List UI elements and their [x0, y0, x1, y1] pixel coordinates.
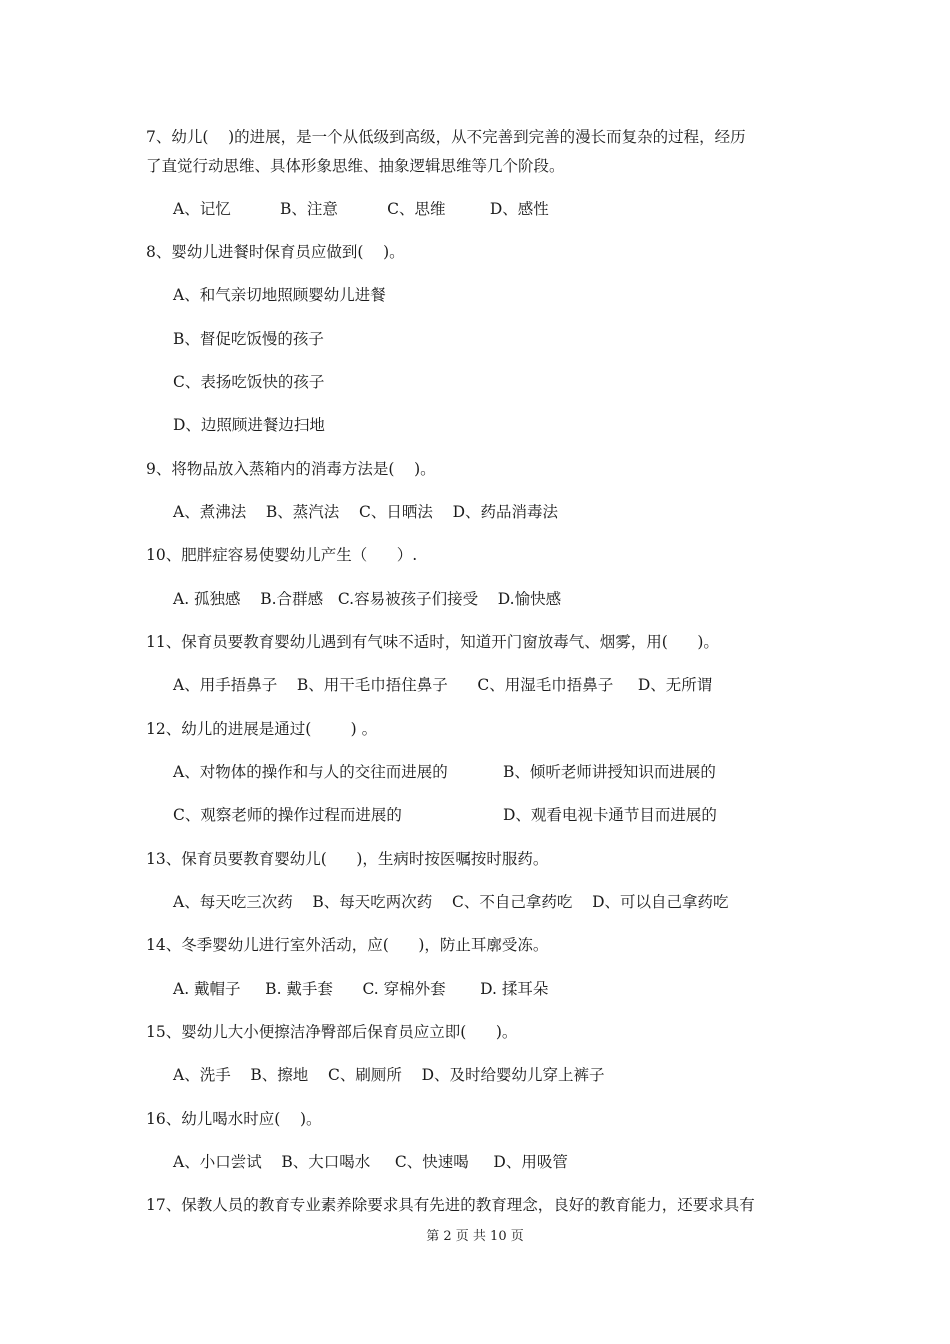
question-8-option-d: D、边照顾进餐边扫地 [173, 416, 325, 434]
question-10-options: A. 孤独感 B.合群感 C.容易被孩子们接受 D.愉快感 [173, 590, 562, 608]
question-13-options: A、每天吃三次药 B、每天吃两次药 C、不自己拿药吃 D、可以自己拿药吃 [173, 893, 729, 911]
question-17-stem-line1: 17、保教人员的教育专业素养除要求具有先进的教育理念，良好的教育能力，还要求具有 [146, 1196, 755, 1214]
question-8-stem: 8、婴幼儿进餐时保育员应做到( )。 [146, 243, 405, 261]
question-8-option-b: B、督促吃饭慢的孩子 [173, 330, 324, 348]
question-14-options: A. 戴帽子 B. 戴手套 C. 穿棉外套 D. 揉耳朵 [173, 980, 549, 998]
question-8-option-a: A、和气亲切地照顾婴幼儿进餐 [173, 286, 386, 304]
question-12-stem: 12、幼儿的进展是通过( ) 。 [146, 720, 378, 738]
question-16-options: A、小口尝试 B、大口喝水 C、快速喝 D、用吸管 [173, 1153, 568, 1171]
question-12-option-a: A、对物体的操作和与人的交往而进展的 [173, 763, 448, 781]
question-15-stem: 15、婴幼儿大小便擦洁净臀部后保育员应立即( )。 [146, 1023, 518, 1041]
question-12-option-d: D、观看电视卡通节目而进展的 [503, 806, 717, 824]
question-7-options: A、记忆 B、注意 C、思维 D、感性 [173, 200, 549, 218]
question-13-stem: 13、保育员要教育婴幼儿( )，生病时按医嘱按时服药。 [146, 850, 549, 868]
question-7-stem-line2: 了直觉行动思维、具体形象思维、抽象逻辑思维等几个阶段。 [146, 157, 565, 175]
question-11-stem: 11、保育员要教育婴幼儿遇到有气味不适时，知道开门窗放毒气、烟雾，用( )。 [146, 633, 719, 651]
question-12-option-b: B、倾听老师讲授知识而进展的 [503, 763, 716, 781]
question-16-stem: 16、幼儿喝水时应( )。 [146, 1110, 322, 1128]
question-9-options: A、煮沸法 B、蒸汽法 C、日晒法 D、药品消毒法 [173, 503, 558, 521]
question-10-stem: 10、肥胖症容易使婴幼儿产生（ ）. [146, 546, 418, 564]
question-14-stem: 14、冬季婴幼儿进行室外活动，应( )，防止耳廓受冻。 [146, 936, 549, 954]
question-11-options: A、用手捂鼻子 B、用干毛巾捂住鼻子 C、用湿毛巾捂鼻子 D、无所谓 [173, 676, 713, 694]
question-12-option-c: C、观察老师的操作过程而进展的 [173, 806, 402, 824]
question-15-options: A、洗手 B、擦地 C、刷厕所 D、及时给婴幼儿穿上裤子 [173, 1066, 605, 1084]
question-9-stem: 9、将物品放入蒸箱内的消毒方法是( )。 [146, 460, 436, 478]
question-7-stem-line1: 7、幼儿( )的进展，是一个从低级到高级，从不完善到完善的漫长而复杂的过程，经历 [146, 128, 746, 146]
page-number-footer: 第 2 页 共 10 页 [426, 1229, 524, 1244]
question-8-option-c: C、表扬吃饭快的孩子 [173, 373, 325, 391]
